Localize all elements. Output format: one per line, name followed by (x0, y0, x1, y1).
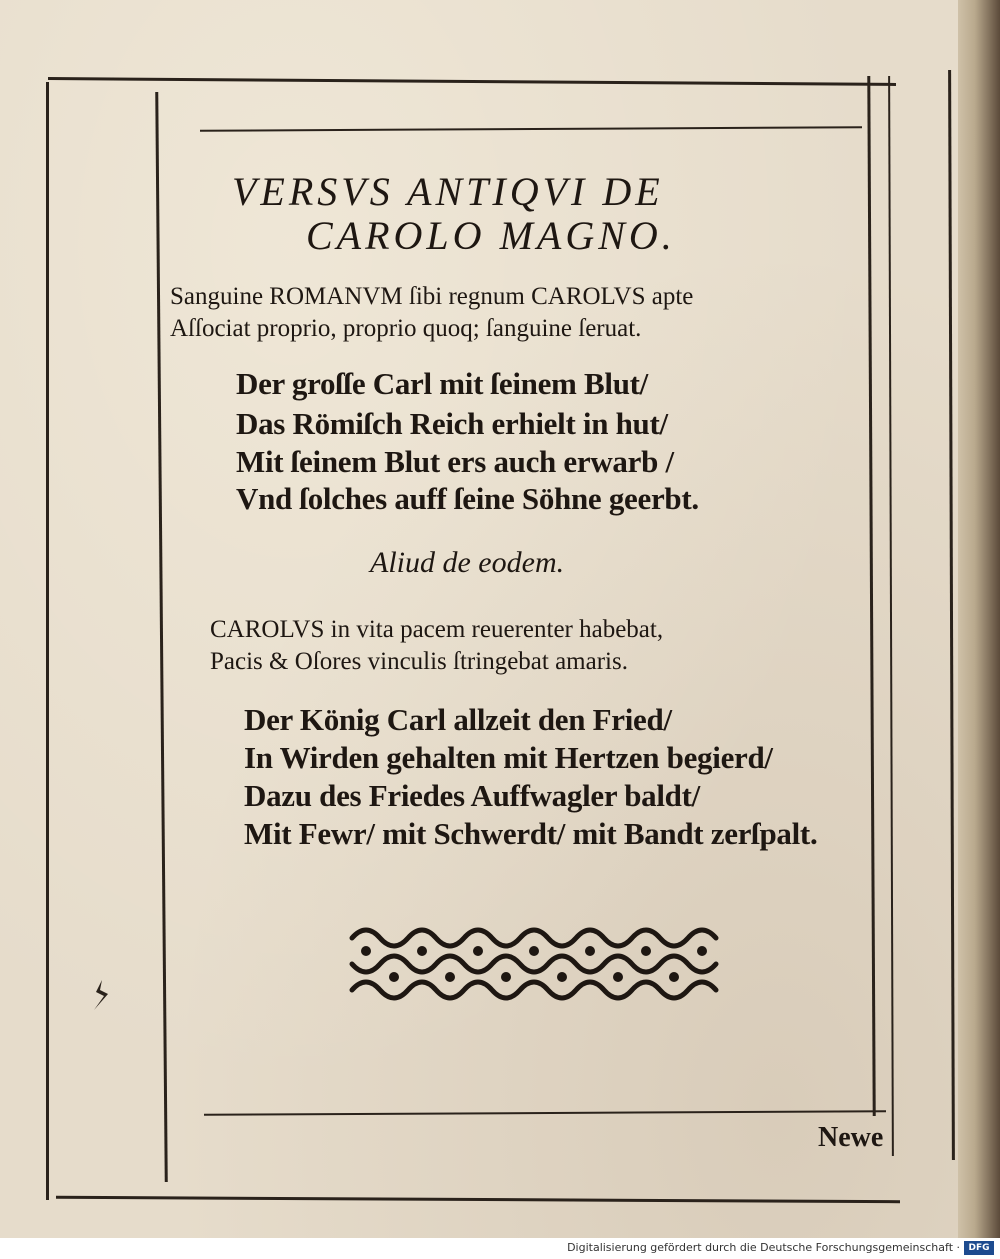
german-verse-2-line-3: Dazu des Friedes Auffwagler baldt/ (244, 778, 700, 813)
latin-verse-1-line-2: Aſſociat proprio, proprio quoq; ſanguine ſeruat. (170, 315, 642, 342)
catchword: Newe (818, 1122, 884, 1153)
title-line-2: CAROLO MAGNO. (306, 213, 676, 258)
german-verse-2-line-2: In Wirden gehalten mit Hertzen begierd/ (244, 740, 773, 775)
digitization-credit: Digitalisierung gefördert durch die Deutsche Forschungsgemeinschaft · (567, 1241, 960, 1254)
page-edge (958, 0, 1000, 1238)
latin-verse-1-line-1: Sanguine ROMANVM ſibi regnum CAROLVS apte (170, 283, 694, 310)
printers-ornament (344, 918, 728, 1010)
latin-verse-2-line-1: CAROLVS in vita pacem reuerenter habebat, (210, 616, 664, 643)
german-verse-1-line-3: Mit ſeinem Blut ers auch erwarb / (236, 444, 674, 479)
german-verse-2-line-4: Mit Fewr/ mit Schwerdt/ mit Bandt zerſpalt. (244, 816, 818, 851)
title-line-1: VERSVS ANTIQVI DE (232, 169, 664, 214)
german-verse-1-line-4: Vnd ſolches auff ſeine Söhne geerbt. (236, 481, 699, 516)
ink-mark (90, 978, 112, 1012)
subheading: Aliud de eodem. (370, 546, 565, 579)
frame-outer-left (46, 82, 49, 1200)
latin-verse-2-line-2: Pacis & Oſores vinculis ſtringebat amaris. (210, 648, 628, 675)
german-verse-1-line-2: Das Römiſch Reich erhielt in hut/ (236, 406, 668, 441)
dfg-logo: DFG (964, 1241, 994, 1255)
german-verse-1-line-1: Der groſſe Carl mit ſeinem Blut/ (236, 366, 648, 401)
german-verse-2-line-1: Der König Carl allzeit den Fried/ (244, 702, 672, 737)
